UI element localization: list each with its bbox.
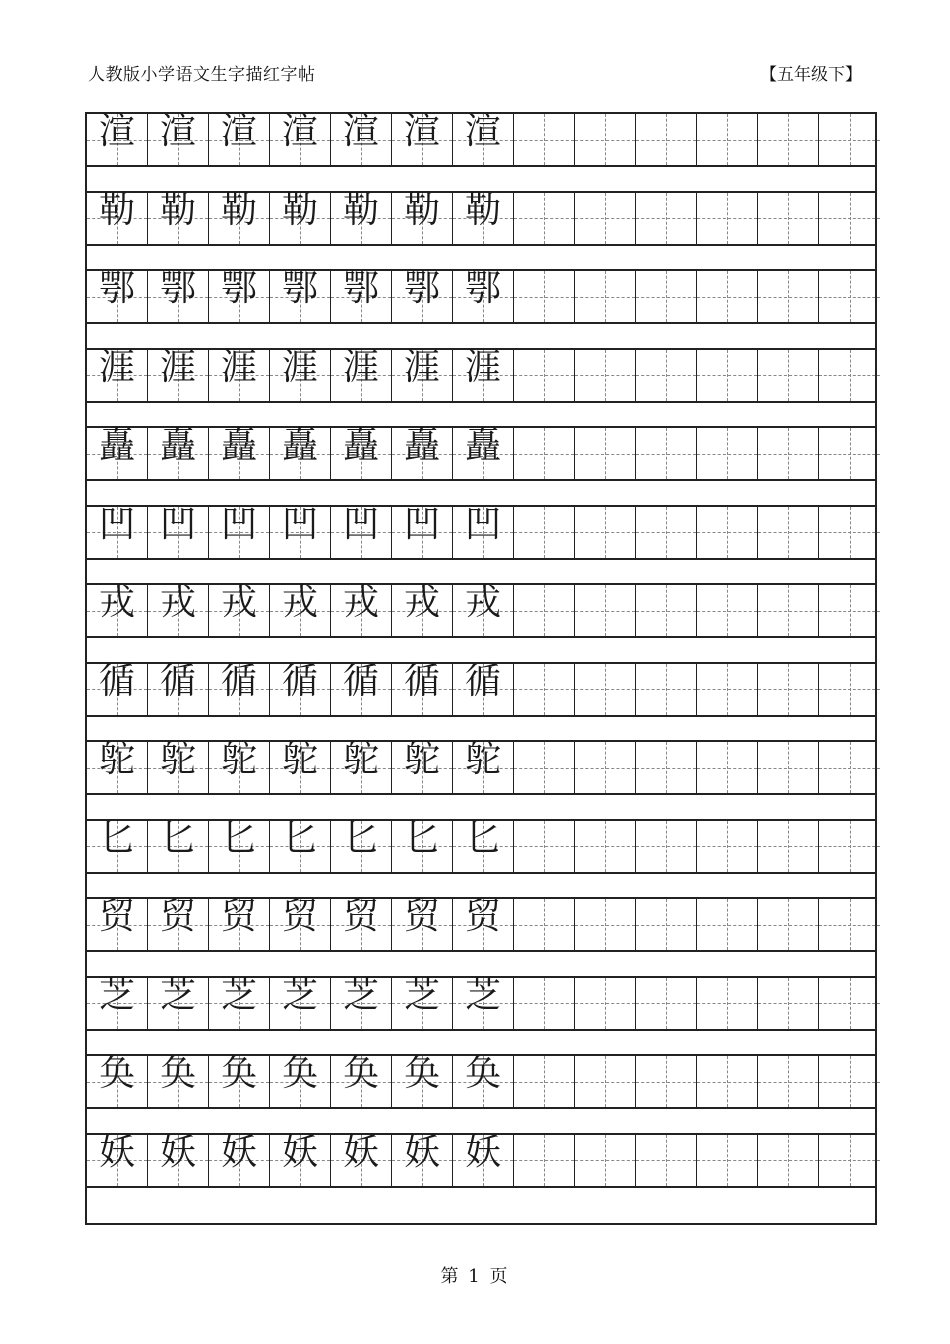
practice-character: 涯 bbox=[98, 346, 135, 388]
blank-writing-cell[interactable] bbox=[819, 114, 880, 165]
trace-cell bbox=[453, 582, 514, 636]
blank-writing-cell[interactable] bbox=[514, 507, 575, 558]
trace-cell bbox=[270, 503, 331, 558]
blank-writing-cell[interactable] bbox=[819, 350, 880, 401]
blank-writing-cell[interactable] bbox=[514, 193, 575, 244]
trace-cell bbox=[392, 896, 453, 950]
blank-writing-cell[interactable] bbox=[758, 271, 819, 322]
practice-grid bbox=[85, 112, 877, 1225]
blank-writing-cell[interactable] bbox=[514, 978, 575, 1029]
trace-cell bbox=[270, 974, 331, 1029]
practice-character: 鸵 bbox=[342, 739, 379, 780]
blank-writing-cell[interactable] bbox=[636, 350, 697, 401]
practice-character: 矗 bbox=[220, 425, 257, 466]
blank-writing-cell[interactable] bbox=[514, 742, 575, 793]
practice-character: 匕 bbox=[281, 817, 318, 859]
practice-character: 奂 bbox=[98, 1053, 135, 1094]
blank-writing-cell[interactable] bbox=[575, 742, 636, 793]
practice-character: 鄂 bbox=[403, 268, 440, 309]
trace-cell bbox=[148, 268, 209, 322]
practice-character: 凹 bbox=[220, 503, 257, 545]
practice-character: 勒 bbox=[281, 189, 318, 231]
practice-character: 循 bbox=[220, 660, 257, 702]
blank-writing-cell[interactable] bbox=[819, 1056, 880, 1107]
blank-writing-cell[interactable] bbox=[514, 428, 575, 479]
practice-character: 妖 bbox=[281, 1131, 318, 1173]
blank-writing-cell[interactable] bbox=[636, 114, 697, 165]
trace-cell bbox=[331, 268, 392, 322]
practice-character: 鸵 bbox=[464, 739, 501, 780]
practice-character: 凹 bbox=[403, 503, 440, 545]
practice-character: 凹 bbox=[342, 503, 379, 545]
practice-character: 戎 bbox=[403, 582, 440, 623]
blank-writing-cell[interactable] bbox=[758, 1056, 819, 1107]
blank-writing-cell[interactable] bbox=[575, 193, 636, 244]
practice-character: 勒 bbox=[403, 189, 440, 231]
practice-row bbox=[87, 1054, 875, 1109]
trace-cell bbox=[87, 189, 148, 244]
blank-writing-cell[interactable] bbox=[697, 899, 758, 950]
practice-character: 鄂 bbox=[220, 268, 257, 309]
trace-cell bbox=[148, 346, 209, 401]
blank-writing-cell[interactable] bbox=[819, 742, 880, 793]
trace-cell bbox=[331, 346, 392, 401]
trace-cell bbox=[331, 896, 392, 950]
practice-character: 鸵 bbox=[159, 739, 196, 780]
practice-character: 矗 bbox=[342, 425, 379, 466]
trace-cell bbox=[270, 896, 331, 950]
blank-writing-cell[interactable] bbox=[514, 1056, 575, 1107]
practice-character: 涯 bbox=[464, 346, 501, 388]
practice-character: 渲 bbox=[403, 111, 440, 152]
practice-row bbox=[87, 583, 875, 638]
practice-character: 妖 bbox=[98, 1131, 135, 1173]
trace-cell bbox=[87, 111, 148, 165]
blank-writing-cell[interactable] bbox=[697, 742, 758, 793]
practice-character: 贸 bbox=[281, 896, 318, 937]
practice-character: 芝 bbox=[159, 974, 196, 1016]
practice-character: 勒 bbox=[220, 189, 257, 231]
trace-cell bbox=[87, 346, 148, 401]
blank-writing-cell[interactable] bbox=[819, 507, 880, 558]
trace-cell bbox=[331, 582, 392, 636]
blank-writing-cell[interactable] bbox=[514, 350, 575, 401]
blank-writing-cell[interactable] bbox=[636, 664, 697, 715]
practice-character: 鄂 bbox=[98, 268, 135, 309]
practice-character: 涯 bbox=[403, 346, 440, 388]
trace-cell bbox=[392, 111, 453, 165]
blank-writing-cell[interactable] bbox=[636, 585, 697, 636]
practice-character: 涯 bbox=[220, 346, 257, 388]
trace-cell bbox=[87, 425, 148, 479]
practice-character: 渲 bbox=[464, 111, 501, 152]
trace-cell bbox=[392, 739, 453, 793]
blank-writing-cell[interactable] bbox=[697, 350, 758, 401]
blank-writing-cell[interactable] bbox=[758, 193, 819, 244]
practice-character: 妖 bbox=[403, 1131, 440, 1173]
trace-cell bbox=[270, 111, 331, 165]
trace-cell bbox=[87, 582, 148, 636]
blank-writing-cell[interactable] bbox=[758, 114, 819, 165]
practice-character: 循 bbox=[281, 660, 318, 702]
trace-cell bbox=[209, 425, 270, 479]
trace-cell bbox=[209, 346, 270, 401]
blank-writing-cell[interactable] bbox=[636, 742, 697, 793]
blank-writing-cell[interactable] bbox=[697, 1056, 758, 1107]
practice-character: 匕 bbox=[403, 817, 440, 859]
trace-cell bbox=[209, 503, 270, 558]
practice-character: 勒 bbox=[464, 189, 501, 231]
practice-character: 鄂 bbox=[159, 268, 196, 309]
trace-cell bbox=[453, 1131, 514, 1186]
blank-writing-cell[interactable] bbox=[514, 821, 575, 872]
practice-character: 戎 bbox=[342, 582, 379, 623]
trace-cell bbox=[148, 503, 209, 558]
practice-character: 芝 bbox=[98, 974, 135, 1016]
practice-character: 匕 bbox=[159, 817, 196, 859]
blank-writing-cell[interactable] bbox=[575, 507, 636, 558]
trace-cell bbox=[270, 1131, 331, 1186]
trace-cell bbox=[392, 974, 453, 1029]
practice-character: 涯 bbox=[159, 346, 196, 388]
blank-writing-cell[interactable] bbox=[636, 193, 697, 244]
trace-cell bbox=[148, 974, 209, 1029]
blank-writing-cell[interactable] bbox=[575, 1056, 636, 1107]
blank-writing-cell[interactable] bbox=[697, 428, 758, 479]
practice-character: 矗 bbox=[464, 425, 501, 466]
trace-cell bbox=[331, 739, 392, 793]
grade-label: 【五年级下】 bbox=[760, 65, 862, 85]
trace-cell bbox=[270, 739, 331, 793]
blank-writing-cell[interactable] bbox=[575, 585, 636, 636]
blank-writing-cell[interactable] bbox=[819, 271, 880, 322]
practice-row bbox=[87, 269, 875, 324]
trace-cell bbox=[392, 660, 453, 715]
trace-cell bbox=[148, 896, 209, 950]
trace-cell bbox=[148, 111, 209, 165]
practice-character: 勒 bbox=[342, 189, 379, 231]
trace-cell bbox=[148, 1131, 209, 1186]
trace-cell bbox=[209, 111, 270, 165]
practice-character: 匕 bbox=[342, 817, 379, 859]
practice-character: 鄂 bbox=[464, 268, 501, 309]
page-number: 第 1 页 bbox=[440, 1266, 510, 1287]
practice-character: 凹 bbox=[98, 503, 135, 545]
blank-writing-cell[interactable] bbox=[575, 350, 636, 401]
blank-writing-cell[interactable] bbox=[514, 271, 575, 322]
practice-character: 芝 bbox=[342, 974, 379, 1016]
blank-writing-cell[interactable] bbox=[697, 978, 758, 1029]
practice-row bbox=[87, 740, 875, 795]
trace-cell bbox=[270, 1053, 331, 1107]
trace-cell bbox=[392, 268, 453, 322]
blank-writing-cell[interactable] bbox=[758, 664, 819, 715]
blank-writing-cell[interactable] bbox=[575, 978, 636, 1029]
blank-writing-cell[interactable] bbox=[575, 271, 636, 322]
blank-writing-cell[interactable] bbox=[514, 664, 575, 715]
practice-row bbox=[87, 112, 875, 167]
trace-cell bbox=[270, 268, 331, 322]
blank-writing-cell[interactable] bbox=[819, 193, 880, 244]
practice-row bbox=[87, 191, 875, 246]
practice-character: 凹 bbox=[281, 503, 318, 545]
practice-character: 凹 bbox=[464, 503, 501, 545]
trace-cell bbox=[331, 1053, 392, 1107]
practice-character: 鸵 bbox=[98, 739, 135, 780]
practice-character: 贸 bbox=[342, 896, 379, 937]
practice-character: 渲 bbox=[342, 111, 379, 152]
practice-character: 妖 bbox=[464, 1131, 501, 1173]
worksheet-title: 人教版小学语文生字描红字帖 bbox=[88, 65, 316, 85]
blank-writing-cell[interactable] bbox=[575, 899, 636, 950]
practice-character: 渲 bbox=[220, 111, 257, 152]
practice-row bbox=[87, 505, 875, 560]
practice-character: 奂 bbox=[159, 1053, 196, 1094]
trace-cell bbox=[148, 739, 209, 793]
trace-cell bbox=[270, 582, 331, 636]
trace-cell bbox=[148, 189, 209, 244]
practice-character: 凹 bbox=[159, 503, 196, 545]
blank-writing-cell[interactable] bbox=[819, 978, 880, 1029]
blank-writing-cell[interactable] bbox=[575, 428, 636, 479]
blank-writing-cell[interactable] bbox=[819, 585, 880, 636]
blank-writing-cell[interactable] bbox=[758, 899, 819, 950]
practice-character: 矗 bbox=[403, 425, 440, 466]
trace-cell bbox=[331, 189, 392, 244]
practice-character: 戎 bbox=[159, 582, 196, 623]
practice-character: 芝 bbox=[281, 974, 318, 1016]
practice-character: 匕 bbox=[98, 817, 135, 859]
practice-character: 贸 bbox=[98, 896, 135, 937]
practice-character: 鄂 bbox=[342, 268, 379, 309]
practice-character: 贸 bbox=[403, 896, 440, 937]
practice-row bbox=[87, 348, 875, 403]
practice-character: 鸵 bbox=[281, 739, 318, 780]
trace-cell bbox=[209, 268, 270, 322]
blank-writing-cell[interactable] bbox=[575, 114, 636, 165]
trace-cell bbox=[453, 503, 514, 558]
blank-writing-cell[interactable] bbox=[697, 821, 758, 872]
trace-cell bbox=[392, 503, 453, 558]
practice-character: 矗 bbox=[98, 425, 135, 466]
blank-writing-cell[interactable] bbox=[758, 978, 819, 1029]
practice-character: 鄂 bbox=[281, 268, 318, 309]
practice-character: 循 bbox=[403, 660, 440, 702]
blank-writing-cell[interactable] bbox=[697, 271, 758, 322]
trace-cell bbox=[87, 503, 148, 558]
blank-writing-cell[interactable] bbox=[758, 585, 819, 636]
trace-cell bbox=[87, 739, 148, 793]
practice-character: 妖 bbox=[220, 1131, 257, 1173]
trace-cell bbox=[209, 974, 270, 1029]
trace-cell bbox=[331, 974, 392, 1029]
trace-cell bbox=[331, 111, 392, 165]
blank-writing-cell[interactable] bbox=[758, 742, 819, 793]
trace-cell bbox=[331, 425, 392, 479]
practice-character: 妖 bbox=[159, 1131, 196, 1173]
blank-writing-cell[interactable] bbox=[575, 1135, 636, 1186]
practice-character: 戎 bbox=[220, 582, 257, 623]
blank-writing-cell[interactable] bbox=[819, 664, 880, 715]
blank-writing-cell[interactable] bbox=[636, 428, 697, 479]
practice-character: 勒 bbox=[98, 189, 135, 231]
trace-cell bbox=[453, 189, 514, 244]
practice-character: 奂 bbox=[220, 1053, 257, 1094]
practice-character: 贸 bbox=[464, 896, 501, 937]
blank-writing-cell[interactable] bbox=[636, 1056, 697, 1107]
blank-writing-cell[interactable] bbox=[819, 899, 880, 950]
trace-cell bbox=[270, 660, 331, 715]
blank-writing-cell[interactable] bbox=[819, 428, 880, 479]
practice-row bbox=[87, 662, 875, 717]
blank-writing-cell[interactable] bbox=[636, 978, 697, 1029]
trace-cell bbox=[87, 817, 148, 872]
trace-cell bbox=[148, 660, 209, 715]
trace-cell bbox=[453, 739, 514, 793]
practice-character: 循 bbox=[98, 660, 135, 702]
blank-writing-cell[interactable] bbox=[758, 350, 819, 401]
blank-writing-cell[interactable] bbox=[697, 507, 758, 558]
practice-character: 奂 bbox=[403, 1053, 440, 1094]
trace-cell bbox=[87, 268, 148, 322]
trace-cell bbox=[209, 189, 270, 244]
blank-writing-cell[interactable] bbox=[819, 821, 880, 872]
trace-cell bbox=[87, 1131, 148, 1186]
blank-writing-cell[interactable] bbox=[636, 507, 697, 558]
trace-cell bbox=[453, 268, 514, 322]
blank-writing-cell[interactable] bbox=[636, 899, 697, 950]
trace-cell bbox=[392, 1053, 453, 1107]
practice-character: 渲 bbox=[98, 111, 135, 152]
trace-cell bbox=[87, 1053, 148, 1107]
practice-character: 渲 bbox=[159, 111, 196, 152]
blank-writing-cell[interactable] bbox=[819, 1135, 880, 1186]
practice-character: 矗 bbox=[281, 425, 318, 466]
trace-cell bbox=[209, 896, 270, 950]
trace-cell bbox=[270, 346, 331, 401]
trace-cell bbox=[392, 1131, 453, 1186]
trace-cell bbox=[148, 1053, 209, 1107]
practice-character: 循 bbox=[342, 660, 379, 702]
blank-writing-cell[interactable] bbox=[575, 664, 636, 715]
trace-cell bbox=[270, 425, 331, 479]
blank-writing-cell[interactable] bbox=[758, 1135, 819, 1186]
practice-character: 戎 bbox=[281, 582, 318, 623]
blank-writing-cell[interactable] bbox=[758, 428, 819, 479]
practice-character: 妖 bbox=[342, 1131, 379, 1173]
trace-cell bbox=[209, 1131, 270, 1186]
practice-character: 匕 bbox=[464, 817, 501, 859]
practice-character: 勒 bbox=[159, 189, 196, 231]
practice-character: 贸 bbox=[159, 896, 196, 937]
trace-cell bbox=[209, 582, 270, 636]
blank-writing-cell[interactable] bbox=[758, 507, 819, 558]
trace-cell bbox=[453, 660, 514, 715]
blank-writing-cell[interactable] bbox=[697, 664, 758, 715]
trace-cell bbox=[392, 425, 453, 479]
trace-cell bbox=[331, 817, 392, 872]
trace-cell bbox=[331, 1131, 392, 1186]
blank-writing-cell[interactable] bbox=[697, 193, 758, 244]
blank-writing-cell[interactable] bbox=[697, 585, 758, 636]
practice-character: 奂 bbox=[342, 1053, 379, 1094]
blank-writing-cell[interactable] bbox=[636, 271, 697, 322]
trace-cell bbox=[270, 817, 331, 872]
trace-cell bbox=[148, 582, 209, 636]
practice-character: 芝 bbox=[464, 974, 501, 1016]
trace-cell bbox=[209, 1053, 270, 1107]
trace-cell bbox=[453, 111, 514, 165]
practice-character: 匕 bbox=[220, 817, 257, 859]
practice-character: 涯 bbox=[281, 346, 318, 388]
practice-character: 渲 bbox=[281, 111, 318, 152]
trace-cell bbox=[453, 1053, 514, 1107]
trace-cell bbox=[392, 582, 453, 636]
blank-writing-cell[interactable] bbox=[514, 585, 575, 636]
practice-character: 芝 bbox=[220, 974, 257, 1016]
blank-writing-cell[interactable] bbox=[758, 821, 819, 872]
blank-writing-cell[interactable] bbox=[697, 114, 758, 165]
blank-writing-cell[interactable] bbox=[514, 114, 575, 165]
trace-cell bbox=[392, 189, 453, 244]
blank-writing-cell[interactable] bbox=[636, 1135, 697, 1186]
practice-character: 奂 bbox=[281, 1053, 318, 1094]
practice-row bbox=[87, 426, 875, 481]
blank-writing-cell[interactable] bbox=[514, 1135, 575, 1186]
trace-cell bbox=[392, 346, 453, 401]
blank-writing-cell[interactable] bbox=[697, 1135, 758, 1186]
practice-character: 循 bbox=[464, 660, 501, 702]
trace-cell bbox=[453, 425, 514, 479]
practice-character: 矗 bbox=[159, 425, 196, 466]
practice-row bbox=[87, 897, 875, 952]
practice-character: 鸵 bbox=[220, 739, 257, 780]
practice-character: 戎 bbox=[464, 582, 501, 623]
blank-writing-cell[interactable] bbox=[514, 899, 575, 950]
trace-cell bbox=[209, 739, 270, 793]
practice-character: 奂 bbox=[464, 1053, 501, 1094]
practice-character: 鸵 bbox=[403, 739, 440, 780]
practice-character: 芝 bbox=[403, 974, 440, 1016]
blank-writing-cell[interactable] bbox=[575, 821, 636, 872]
practice-character: 循 bbox=[159, 660, 196, 702]
trace-cell bbox=[148, 425, 209, 479]
trace-cell bbox=[87, 660, 148, 715]
practice-row bbox=[87, 819, 875, 874]
trace-cell bbox=[209, 817, 270, 872]
practice-character: 戎 bbox=[98, 582, 135, 623]
trace-cell bbox=[87, 896, 148, 950]
trace-cell bbox=[453, 817, 514, 872]
trace-cell bbox=[270, 189, 331, 244]
practice-character: 贸 bbox=[220, 896, 257, 937]
trace-cell bbox=[331, 503, 392, 558]
trace-cell bbox=[209, 660, 270, 715]
trace-cell bbox=[453, 346, 514, 401]
trace-cell bbox=[87, 974, 148, 1029]
trace-cell bbox=[453, 896, 514, 950]
practice-row bbox=[87, 976, 875, 1031]
practice-row bbox=[87, 1133, 875, 1188]
trace-cell bbox=[453, 974, 514, 1029]
trace-cell bbox=[331, 660, 392, 715]
blank-writing-cell[interactable] bbox=[636, 821, 697, 872]
trace-cell bbox=[392, 817, 453, 872]
practice-character: 涯 bbox=[342, 346, 379, 388]
trace-cell bbox=[148, 817, 209, 872]
